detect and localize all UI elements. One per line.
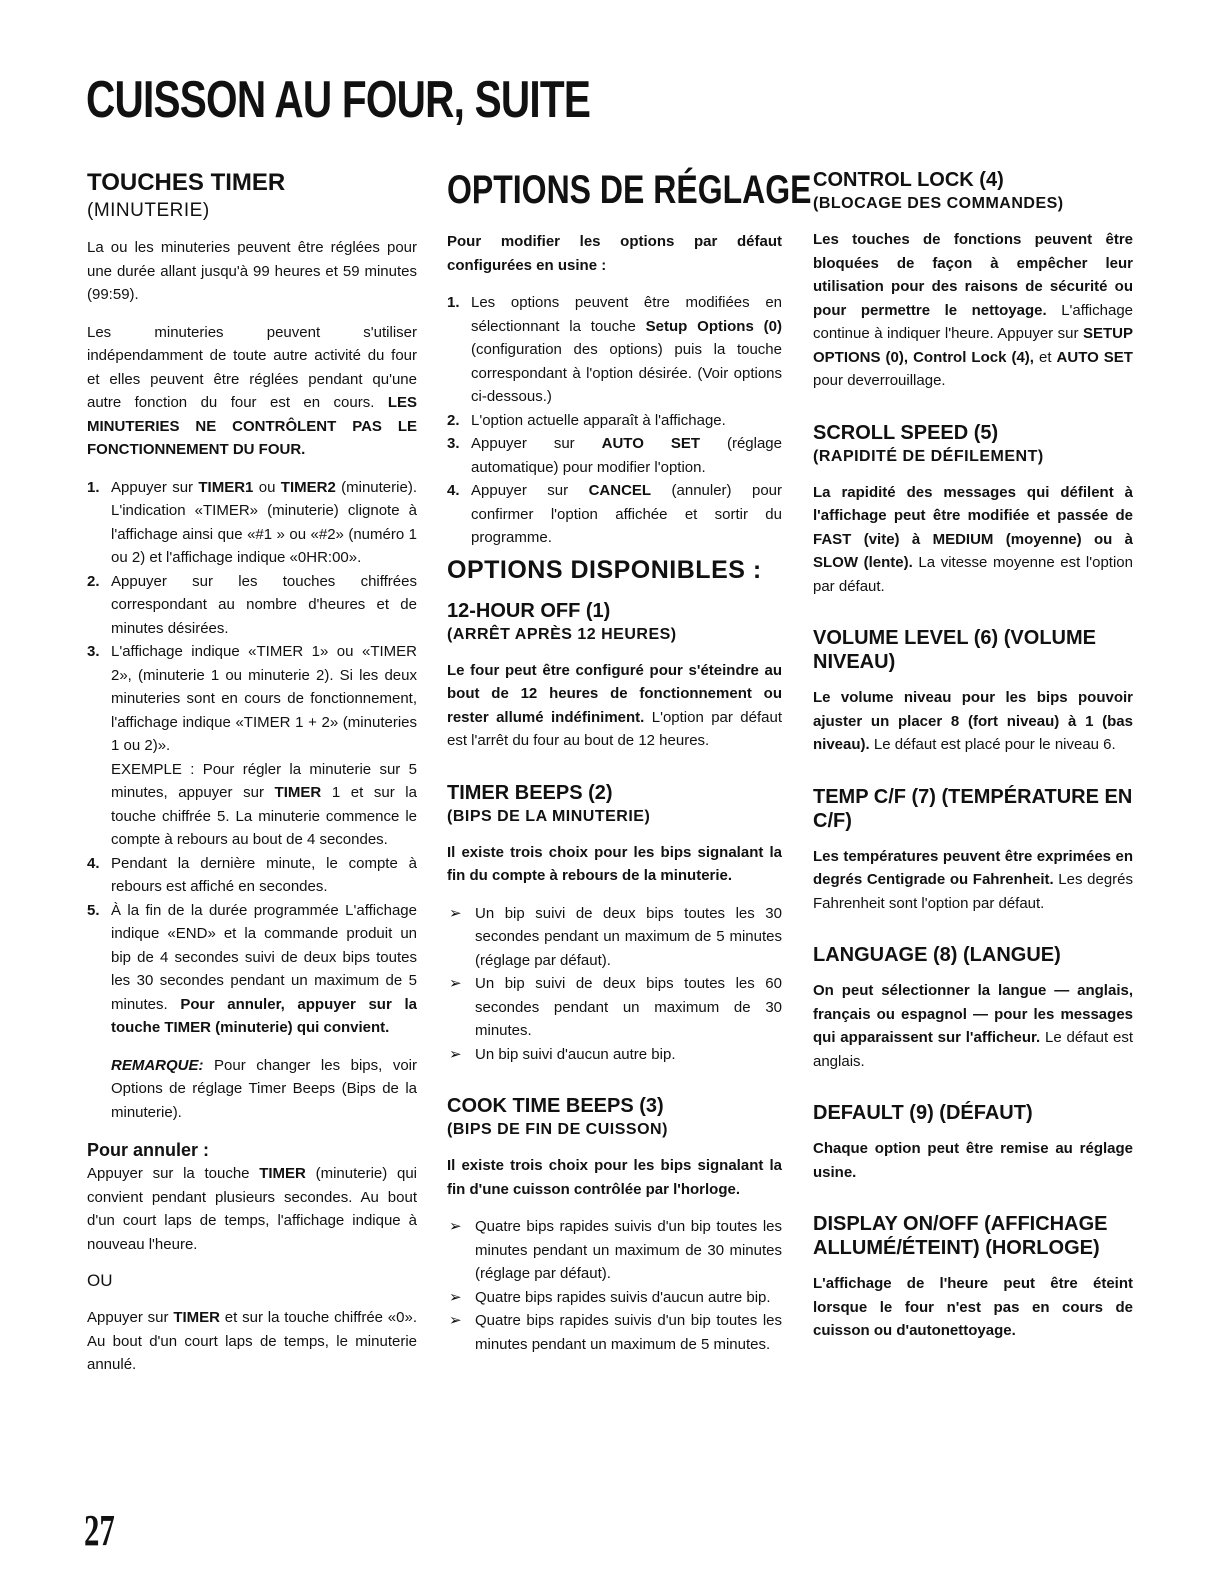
paragraph: L'affichage de l'heure peut être éteint lorsque le four n'est pas en cours de cuisson ou d'autonettoyage.: [813, 1275, 1133, 1339]
option-title: VOLUME LEVEL (6) (VOLUME NIVEAU): [813, 627, 1096, 673]
column-timer: [87, 168, 417, 1377]
options-steps: [447, 291, 782, 550]
timer-beeps-list: [447, 902, 782, 1067]
list-item: 1. Appuyer sur TIMER1 ou TIMER2 (minuterie). L'indication «TIMER» (minuterie) clignote à l'affichage ainsi que «#1 » ou «#2» (numéro 1 ou 2) et l'affichage indique «0HR:00».: [87, 478, 417, 566]
list-item: ➢ Quatre bips rapides suivis d'un bip toutes les minutes pendant un maximum de 5 minutes.: [449, 1312, 782, 1353]
list-item: 2. L'option actuelle apparaît à l'affichage.: [447, 411, 726, 429]
timer-steps: [87, 476, 417, 1040]
option-title: LANGUAGE (8) (LANGUE): [813, 944, 1061, 966]
list-item: 4. Pendant la dernière minute, le compte à rebours est affiché en secondes.: [87, 854, 417, 895]
paragraph: On peut sélectionner la langue — anglais, français ou espagnol — pour les messages qui apparaissent sur l'afficheur. Le défaut est anglais.: [813, 982, 1133, 1070]
list-item: 1. Les options peuvent être modifiées en sélectionnant la touche Setup Options (0) (configuration des options) puis la touche correspondant à l'option désirée. (Voir options ci-dessous.): [447, 294, 782, 405]
paragraph: Les températures peuvent être exprimées en degrés Centigrade ou Fahrenheit. Les degrés Fahrenheit sont l'option par défaut.: [813, 847, 1133, 912]
list-item: 3. Appuyer sur AUTO SET (réglage automatique) pour modifier l'option.: [447, 435, 782, 476]
list-item: 5. À la fin de la durée programmée L'affichage indique «END» et la commande produit un bip de 4 secondes suivi de deux bips toutes les 30 secondes pendant un maximum de 5 minutes. Pour annuler, appuyer sur la touche TIMER (minuterie) qui convient.: [87, 901, 417, 1036]
paragraph: Il existe trois choix pour les bips signalant la fin du compte à rebours de la minuterie.: [447, 843, 782, 884]
list-item: ➢ Quatre bips rapides suivis d'un bip toutes les minutes pendant un maximum de 30 minutes (réglage par défaut).: [449, 1218, 782, 1282]
option-subtitle: (BIPS DE FIN DE CUISSON): [447, 1121, 668, 1138]
column-options-continued: [813, 168, 1133, 1343]
option-title: SCROLL SPEED (5): [813, 421, 999, 444]
option-subtitle: (RAPIDITÉ DE DÉFILEMENT): [813, 447, 1044, 465]
option-title: 12-HOUR OFF (1): [447, 599, 611, 622]
option-title: TEMP C/F (7) (TEMPÉRATURE EN C/F): [813, 785, 1133, 832]
option-title: COOK TIME BEEPS (3): [447, 1095, 664, 1117]
cancel-heading: Pour annuler :: [87, 1140, 210, 1160]
cook-time-beeps-list: [447, 1215, 782, 1356]
section-heading-timer: TOUCHES TIMER: [87, 169, 286, 196]
paragraph: Le four peut être configuré pour s'éteindre au bout de 12 heures de fonctionnement ou rester allumé indéfiniment. L'option par défaut est l'arrêt du four au bout de 12 heures.: [447, 661, 782, 749]
option-title: DISPLAY ON/OFF (AFFICHAGE ALLUMÉ/ÉTEINT) (HORLOGE): [813, 1213, 1108, 1259]
paragraph: Chaque option peut être remise au réglage usine.: [813, 1140, 1133, 1181]
paragraph: Les touches de fonctions peuvent être bloquées de façon à empêcher leur utilisation pour des raisons de sécurité ou pour permettre le nettoyage. L'affichage continue à indiquer l'heure. Appuyer sur SETUP OPTIONS (0), Control Lock (4), et AUTO SET pour deverrouillage.: [813, 231, 1134, 389]
paragraph: Appuyer sur la touche TIMER (minuterie) qui convient pendant plusieurs secondes. Au bout d'un court laps de temps, l'affichage indique à nouveau l'heure.: [87, 1165, 417, 1253]
list-item: ➢ Un bip suivi de deux bips toutes les 30 secondes pendant un maximum de 5 minutes (réglage par défaut).: [449, 904, 782, 969]
intro: Pour modifier les options par défaut configurées en usine :: [447, 233, 782, 274]
list-item: ➢ Un bip suivi d'aucun autre bip.: [449, 1045, 676, 1063]
paragraph: Le volume niveau pour les bips pouvoir ajuster un placer 8 (fort niveau) à 1 (bas niveau). Le défaut est placé pour le niveau 6.: [813, 689, 1133, 753]
paragraph: Appuyer sur TIMER et sur la touche chiffrée «0». Au bout d'un court laps de temps, le minuterie annulé.: [87, 1309, 417, 1373]
or-label: OU: [87, 1271, 113, 1290]
section-heading-options: OPTIONS DE RÉGLAGE: [447, 168, 812, 212]
option-title: TIMER BEEPS (2): [447, 781, 613, 804]
list-item: ➢ Quatre bips rapides suivis d'aucun autre bip.: [449, 1288, 771, 1306]
available-options-heading: OPTIONS DISPONIBLES :: [447, 555, 762, 584]
list-item: 4. Appuyer sur CANCEL (annuler) pour confirmer l'option affichée et sortir du programme.: [447, 482, 782, 546]
option-title: CONTROL LOCK (4): [813, 169, 1004, 191]
option-subtitle: (BLOCAGE DES COMMANDES): [813, 195, 1064, 212]
option-title: DEFAULT (9) (DÉFAUT): [813, 1102, 1033, 1124]
column-options: [447, 168, 812, 1356]
remark: REMARQUE: Pour changer les bips, voir Options de réglage Timer Beeps (Bips de la minuterie).: [111, 1056, 417, 1121]
page-title: CUISSON AU FOUR, SUITE: [86, 71, 591, 129]
option-subtitle: (ARRÊT APRÈS 12 HEURES): [447, 625, 677, 643]
page-number: 27: [84, 1506, 115, 1555]
list-item: 2. Appuyer sur les touches chiffrées correspondant au nombre d'heures et de minutes désirées.: [87, 572, 417, 637]
paragraph: Il existe trois choix pour les bips signalant la fin d'une cuisson contrôlée par l'horloge.: [447, 1157, 782, 1198]
list-item: ➢ Un bip suivi de deux bips toutes les 60 secondes pendant un maximum de 30 minutes.: [449, 975, 782, 1039]
section-subheading-timer: (MINUTERIE): [87, 200, 210, 221]
paragraph: La rapidité des messages qui défilent à l'affichage peut être modifiée et passée de FAST (vite) à MEDIUM (moyenne) ou à SLOW (lente). La vitesse moyenne est l'option par défaut.: [813, 483, 1133, 595]
list-item: 3. L'affichage indique «TIMER 1» ou «TIMER 2», (minuterie 1 ou minuterie 2). Si les deux minuteries sont en cours de fonctionnement, l'affichage indique «TIMER 1 + 2» (minuteries 1 ou 2)». EXEMPLE : Pour régler la minuterie sur 5 minutes, appuyer sur TIMER 1 et sur la touche chiffrée 5. La minuterie commence le compte à rebours au bout de 4 secondes.: [87, 643, 417, 848]
option-subtitle: (BIPS DE LA MINUTERIE): [447, 807, 651, 825]
paragraph: Les minuteries peuvent s'utiliser indépendamment de toute autre activité du four et elles peuvent être réglées pendant qu'une autre fonction du four est en cours. LES MINUTERIES NE CONTRÔLENT PAS LE FONCTIONNEMENT DU FOUR.: [87, 323, 417, 458]
paragraph: La ou les minuteries peuvent être réglées pour une durée allant jusqu'à 99 heures et 59 minutes (99:59).: [87, 239, 417, 303]
